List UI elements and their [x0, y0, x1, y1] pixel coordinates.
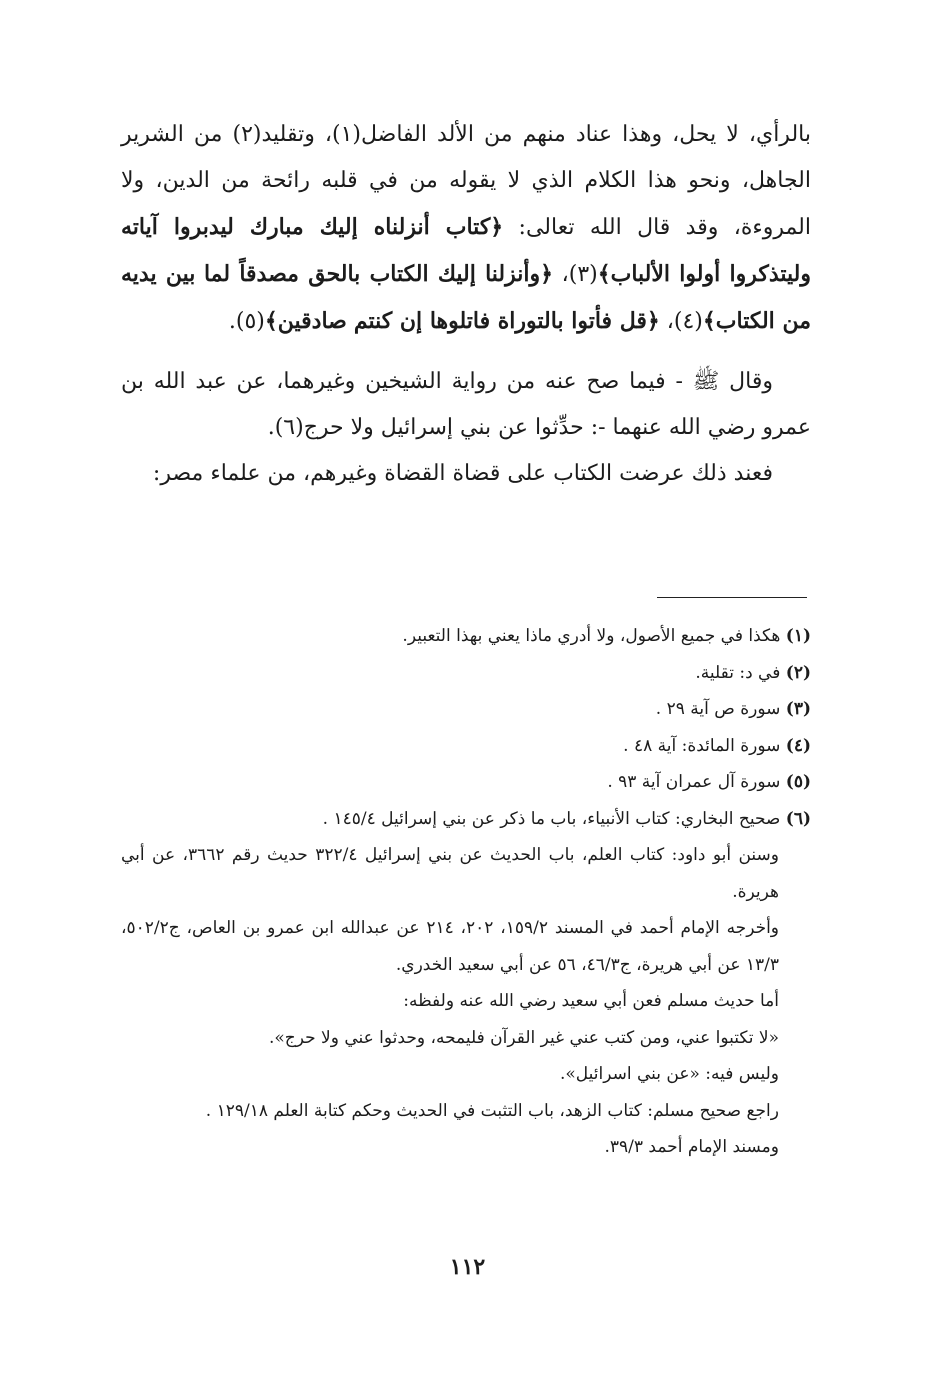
paragraph-1 [121, 112, 811, 345]
footnote-separator [657, 597, 807, 598]
footnote-6-continuation: أما حديث مسلم فعن أبي سعيد رضي الله عنه ولفظه: [403, 991, 779, 1011]
footnote-ref: (٥). [228, 309, 265, 334]
text-line: وقال ﷺ - فيما صح عنه من رواية الشيخين وغيرهما، عن عبد الله بن [121, 369, 773, 394]
text-line: بالرأي، لا يحل، وهذا عناد منهم من الألد الفاضل(١)، وتقليد(٢) من الشرير [121, 122, 811, 147]
quran-quote: وليتذكروا أولوا الألباب﴾ [597, 261, 811, 287]
footnote-6-continuation: راجع صحيح مسلم: كتاب الزهد، باب التثبت في الحديث وحكم كتابة العلم ١٢٩/١٨ . [205, 1100, 779, 1121]
text-line: الجاهل، ونحو هذا الكلام الذي لا يقوله من في قلبه رائحة من الدين، ولا [121, 168, 811, 193]
main-text [121, 112, 811, 497]
text-line: فعند ذلك عرضت الكتاب على قضاة القضاة وغيرهم، من علماء [210, 461, 773, 486]
text-line: عمرو رضي الله عنهما -: حدِّثوا عن بني إسرائيل ولا حرج(٦). [267, 415, 811, 440]
footnote-text: سورة المائدة: آية ٤٨ . [623, 735, 781, 756]
footnote-2 [121, 655, 811, 692]
footnote-4 [121, 728, 811, 765]
quran-quote: ﴿كتاب أنزلناه إليك مبارك ليدبروا آياته [121, 214, 504, 240]
footnote-number: (٥) [785, 772, 811, 792]
text-line: المروءة، وقد قال الله تعالى: [503, 215, 811, 240]
quran-quote: ﴿وأنزلنا إليك الكتاب بالحق مصدقاً لما [203, 261, 554, 287]
footnote-number: (٤) [785, 735, 811, 756]
footnote-number: (٣) [785, 699, 811, 719]
footnote-number: (٢) [785, 662, 811, 683]
quran-quote: صادقين﴾ [264, 308, 347, 334]
footnote-6-continuation: وأخرجه الإمام أحمد في المسند ١٥٩/٢، ٢٠٢، ٢١٤ عن عبدالله ابن عمرو بن العاص، ج٥٠٢/٢، ١٣/٣ عن أبي هريرة، ج٤٦/٣، ٥٦ عن أبي سعيد الخدري. [121, 918, 780, 975]
footnote-1 [121, 618, 811, 655]
footnote-ref: (٣)، [553, 262, 598, 287]
footnote-text: هكذا في جميع الأصول، ولا أدري ماذا يعني بهذا التعبير. [402, 626, 781, 646]
footnote-text: في د: تقلية. [695, 662, 781, 683]
footnotes [121, 618, 811, 1166]
footnote-number: (٦) [785, 808, 811, 829]
footnote-text: سورة آل عمران آية ٩٣ . [607, 772, 781, 792]
footnote-ref: (٤)، [659, 309, 703, 334]
footnote-number: (١) [785, 626, 811, 646]
footnote-6-continuation: ومسند الإمام أحمد ٣٩/٣. [604, 1137, 779, 1157]
quran-quote: ﴿قل فأتوا بالتوراة فاتلوها إن كنتم [353, 308, 660, 334]
paragraph-2 [121, 359, 811, 451]
page-number: ١١٢ [449, 1254, 486, 1280]
footnote-text: صحيح البخاري: كتاب الأنبياء، باب ما ذكر عن بني إسرائيل ١٤٥/٤ . [322, 808, 781, 829]
footnote-5 [121, 764, 811, 801]
footnote-text: سورة ص آية ٢٩ . [655, 699, 781, 719]
footnote-3 [121, 691, 811, 728]
footnote-6-continuation: «لا تكتبوا عني، ومن كتب عني غير القرآن فليمحه، وحدثوا عني ولا حرج». [268, 1027, 779, 1048]
footnote-6-continuation: وليس فيه: «عن بني اسرائيل». [559, 1064, 779, 1084]
footnote-6-continuation: وسنن أبو داود: كتاب العلم، باب الحديث عن بني إسرائيل ٣٢٢/٤ حديث رقم ٣٦٦٢، عن أبي هريرة. [121, 845, 779, 902]
footnote-6 [121, 801, 811, 838]
quran-quote: بين يديه من الكتاب﴾ [121, 261, 811, 334]
paragraph-3 [121, 451, 811, 497]
text-line: مصر: [152, 461, 204, 486]
